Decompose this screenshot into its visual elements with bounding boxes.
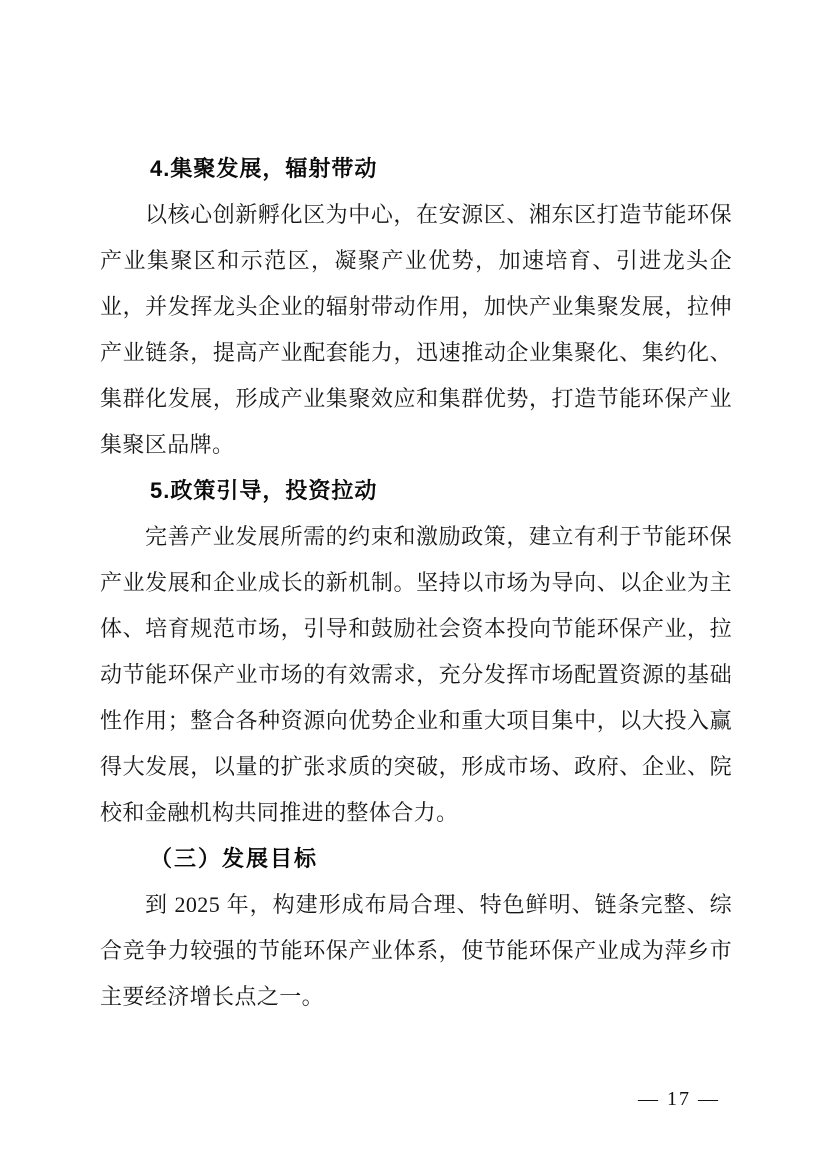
paragraph-development-goals: 到 2025 年，构建形成布局合理、特色鲜明、链条完整、综合竞争力较强的节能环保产业体系，使节能环保产业成为萍乡市主要经济增长点之一。 (100, 892, 732, 1009)
page-number: — 17 — (638, 1088, 720, 1110)
section-heading-5: 5.政策引导，投资拉动 (150, 478, 378, 503)
section-heading-4: 4.集聚发展，辐射带动 (150, 156, 378, 181)
paragraph-cluster-development: 以核心创新孵化区为中心，在安源区、湘东区打造节能环保产业集聚区和示范区，凝聚产业优势，加速培育、引进龙头企业，并发挥龙头企业的辐射带动作用，加快产业集聚发展，拉伸产业链条，提高产业配套能力，迅速推动企业集聚化、集约化、集群化发展，形成产业集聚效应和集群优势，打造节能环保产业集聚区品牌。 (100, 202, 732, 457)
paragraph-policy-guidance: 完善产业发展所需的约束和激励政策，建立有利于节能环保产业发展和企业成长的新机制。坚持以市场为导向、以企业为主体、培育规范市场，引导和鼓励社会资本投向节能环保产业，拉动节能环保产业市场的有效需求，充分发挥市场配置资源的基础性作用；整合各种资源向优势企业和重大项目集中，以大投入赢得大发展，以量的扩张求质的突破，形成市场、政府、企业、院校和金融机构共同推进的整体合力。 (100, 524, 732, 825)
section-heading-development-goals: （三）发展目标 (150, 846, 319, 871)
document-body (100, 146, 732, 1020)
